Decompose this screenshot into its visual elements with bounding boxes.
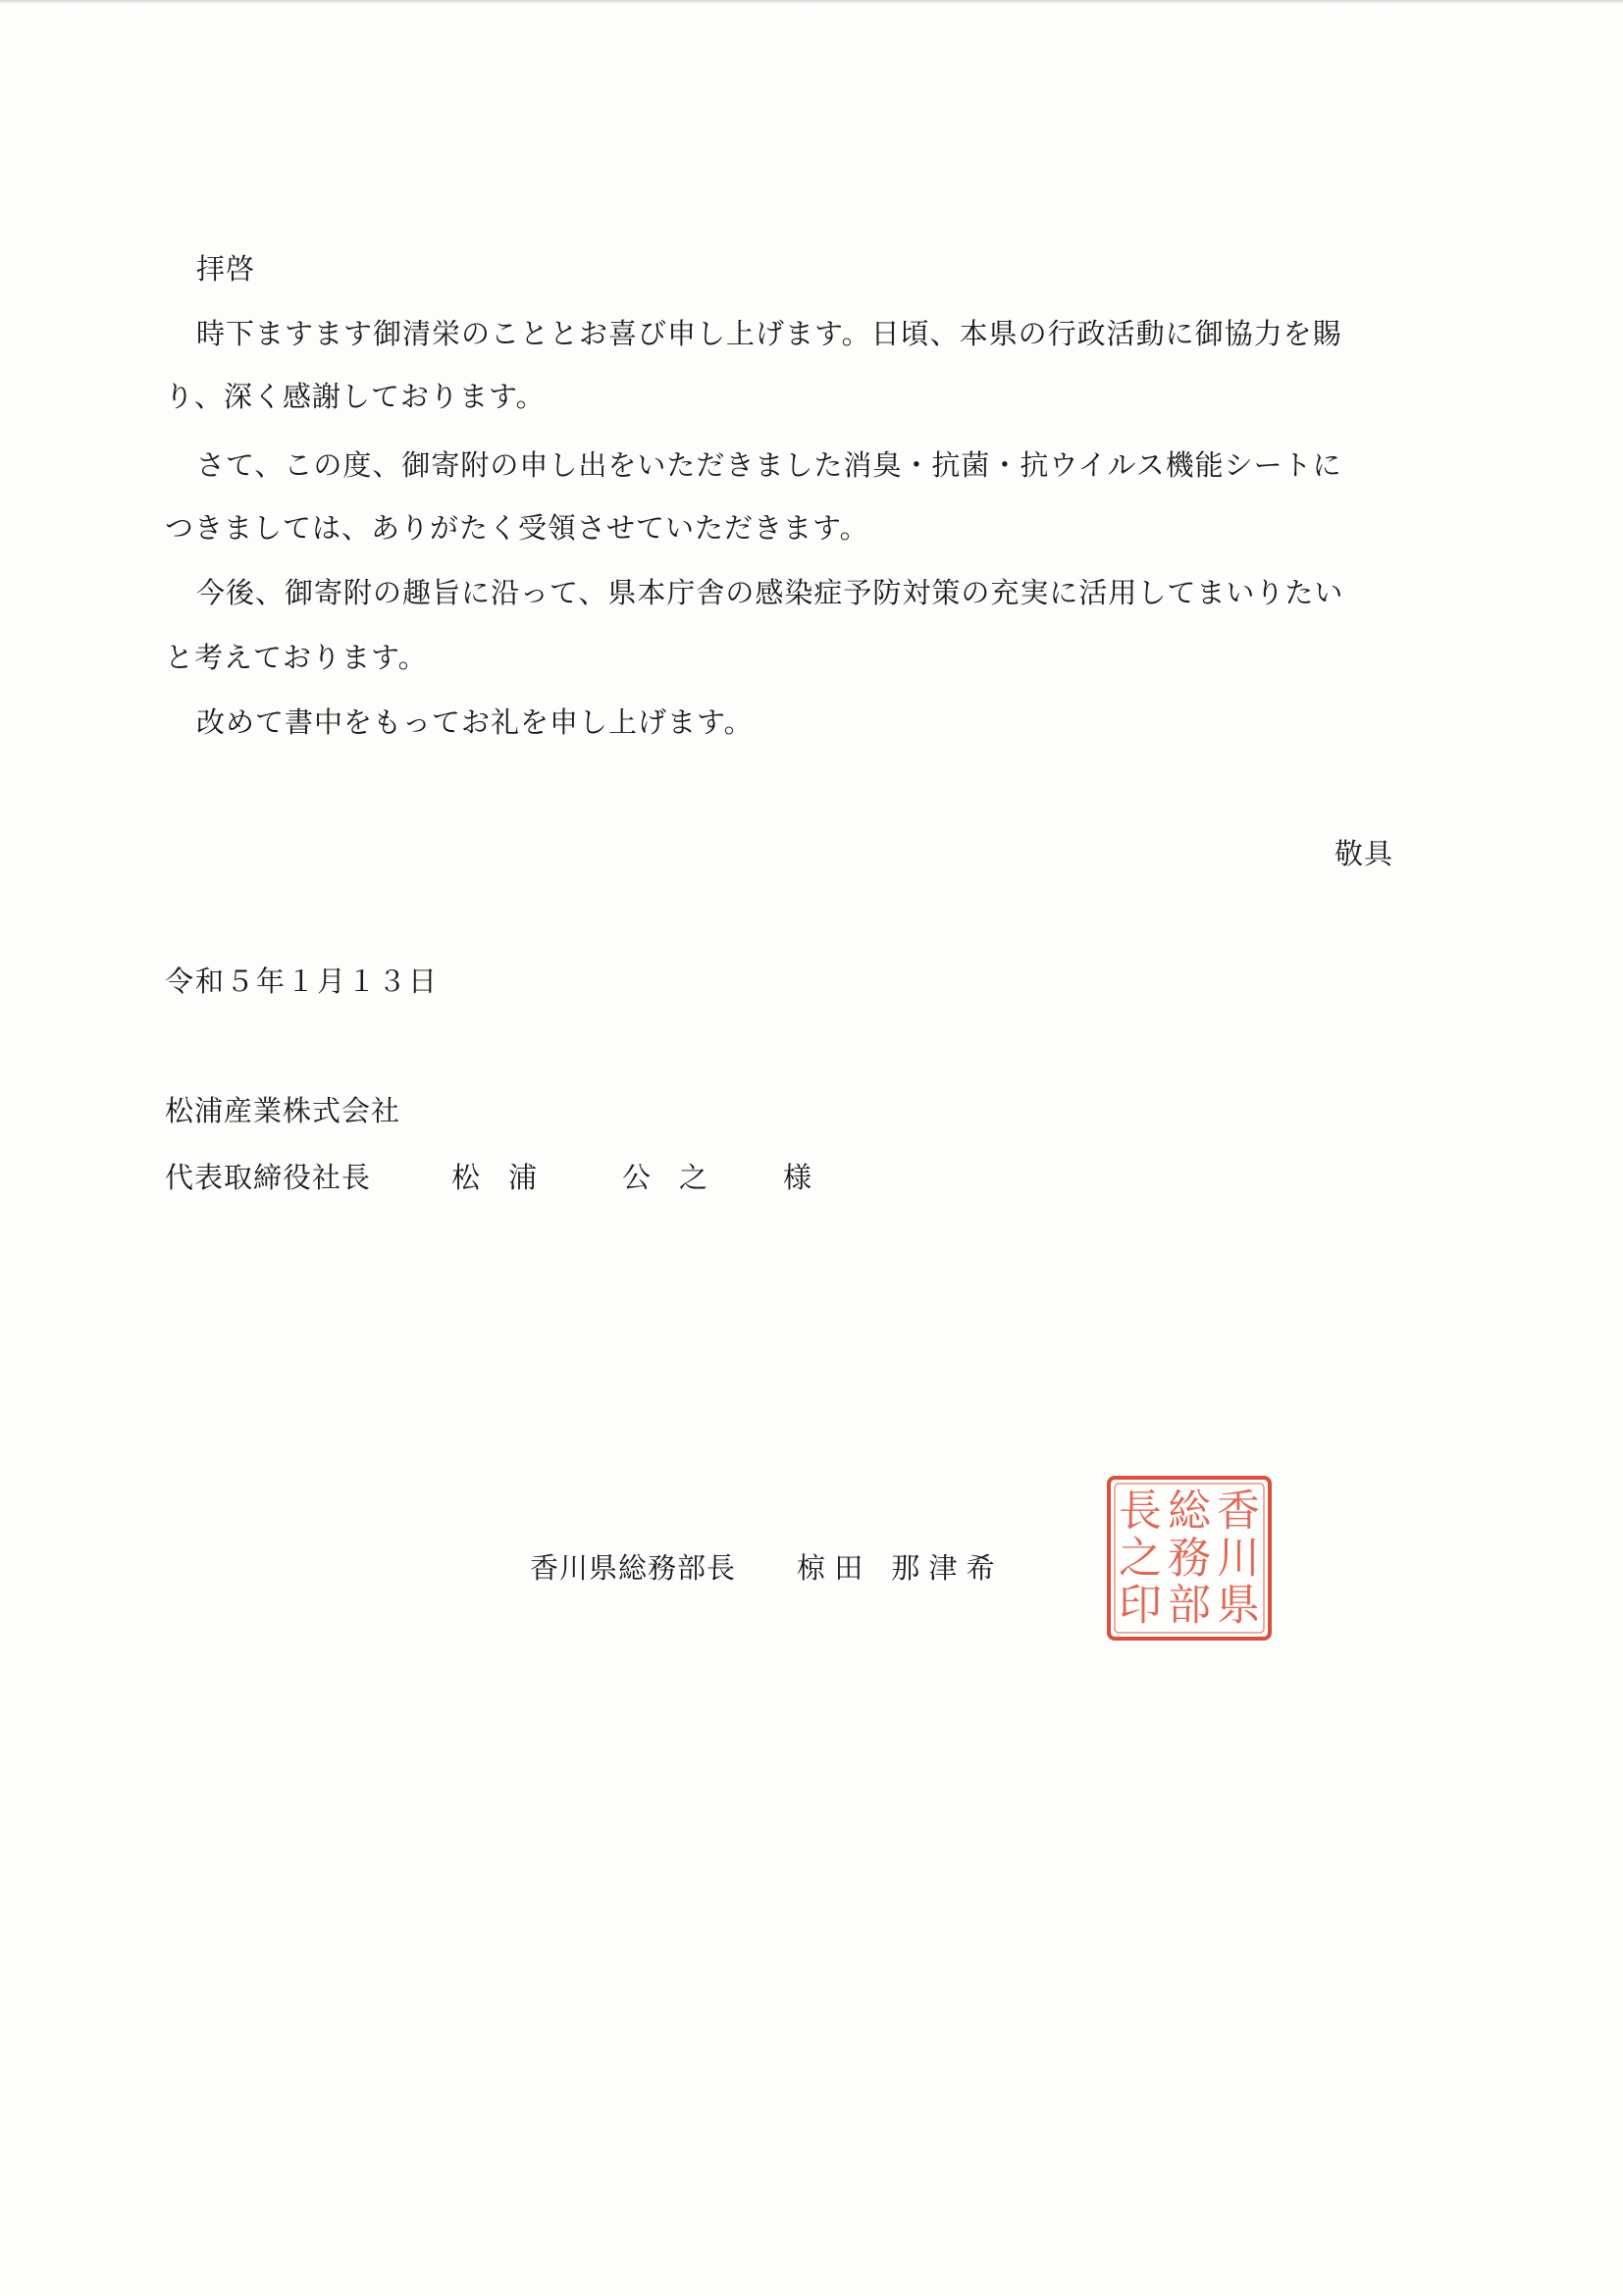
seal-character: 部 [1168,1580,1211,1631]
paragraph-4-line-1: 改めて書中をもってお礼を申し上げます。 [196,705,754,739]
letter-date: 令和５年１月１３日 [165,965,440,998]
paragraph-3-line-1: 今後、御寄附の趣旨に沿って、県本庁舎の感染症予防対策の充実に活用してまいりたい [196,576,1344,609]
scan-edge [0,0,1623,4]
sender-name: 椋 田 那 津 希 [797,1551,995,1585]
seal-character: 之 [1119,1533,1162,1584]
seal-character: 印 [1119,1580,1162,1631]
paragraph-2-line-1: さて、この度、御寄附の申し出をいただきました消臭・抗菌・抗ウイルス機能シートに [196,448,1342,482]
salutation: 拝啓 [196,252,256,286]
official-seal [1103,1472,1276,1644]
seal-character: 長 [1119,1486,1162,1537]
recipient-honorific: 様 [783,1161,813,1194]
paragraph-3-line-2: と考えております。 [165,641,428,674]
sender-title: 香川県総務部長 [530,1551,737,1585]
seal-character: 県 [1217,1580,1260,1631]
recipient-name: 松 浦 公 之 [451,1161,708,1194]
paragraph-1-line-2: り、深く感謝しております。 [165,380,546,413]
seal-character: 川 [1217,1533,1260,1584]
recipient-company: 松浦産業株式会社 [165,1094,401,1127]
seal-character: 務 [1168,1533,1211,1584]
recipient-title: 代表取締役社長 [165,1161,372,1194]
seal-character: 総 [1168,1486,1211,1537]
closing-phrase: 敬具 [1335,837,1394,870]
paragraph-1-line-1: 時下ますます御清栄のこととお喜び申し上げます。日頃、本県の行政活動に御協力を賜 [196,317,1342,350]
seal-character: 香 [1217,1486,1260,1537]
paragraph-2-line-2: つきましては、ありがたく受領させていただきます。 [165,511,869,545]
